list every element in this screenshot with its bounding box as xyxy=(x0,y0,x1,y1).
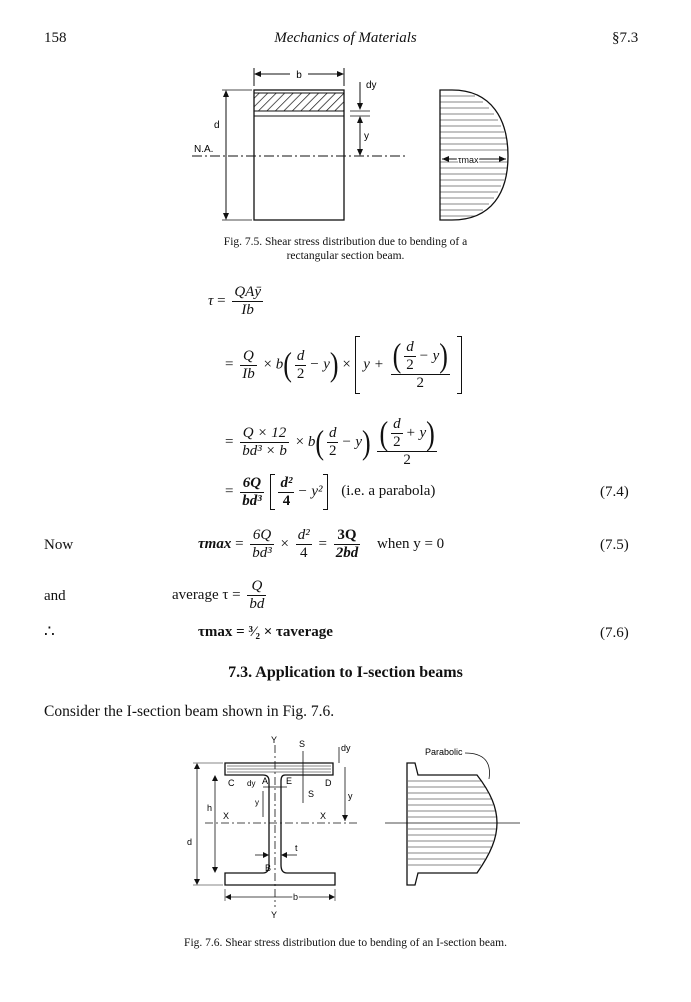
fig76-label-y-top: Y xyxy=(271,735,278,745)
equation-7-6: τmax = ³⁄₂ × τaverage xyxy=(198,624,333,640)
fig76-label-e: E xyxy=(286,776,293,786)
equation-number-7-5: (7.5) xyxy=(600,537,629,553)
page-number: 158 xyxy=(44,30,67,46)
fig76-label-b-point: B xyxy=(265,863,272,873)
fig76-label-y1: y xyxy=(348,791,353,801)
section-ref: §7.3 xyxy=(612,30,639,46)
section-heading: 7.3. Application to I-section beams xyxy=(228,664,463,681)
fig75-label-b: b xyxy=(296,70,302,81)
fig76-label-dy-small: dy xyxy=(247,779,256,788)
i-shear-distribution-curve xyxy=(385,747,520,885)
text-therefore: ∴ xyxy=(44,622,55,641)
book-title: Mechanics of Materials xyxy=(274,30,417,46)
equation-number-7-4: (7.4) xyxy=(600,484,629,500)
shear-distribution-curve xyxy=(440,90,508,220)
figure-7-5 xyxy=(190,60,520,228)
text-and: and xyxy=(44,588,66,604)
equation-step-2: = $\frac{Q \times 12}{\text{bd³ × b}}$ × b( $\frac{d}{2}$ − y) ( $\frac{d}{2}$ + y) 2 xyxy=(225,414,435,468)
fig76-label-s-mid: S xyxy=(308,789,315,799)
fig75-label-y: y xyxy=(364,131,369,142)
fig76-label-c: C xyxy=(228,778,235,788)
fig76-label-dy1: dy xyxy=(341,743,351,753)
fig76-label-s-top: S xyxy=(299,739,306,749)
fig75-label-dy: dy xyxy=(366,80,377,91)
fig76-label-d-point: D xyxy=(325,778,332,788)
equation-7-5: τmax = $\frac{6Q}{\text{bd³}}$ × $\frac{\text{d²}}{4}$ = $\frac{3Q}{2bd}$ when y = 0 xyxy=(198,527,445,561)
fig76-label-y-bottom: Y xyxy=(271,910,278,920)
fig76-label-parabolic: Parabolic xyxy=(425,747,463,757)
equation-step-1: = $\frac{Q}{Ib}$ × b( $\frac{d}{2}$ − y) × y + ( $\frac{d}{2}$ − y) 2 xyxy=(225,336,462,394)
fig-7-6-caption: Fig. 7.6. Shear stress distribution due to bending of an I-section beam. xyxy=(184,937,507,949)
fig75-label-na: N.A. xyxy=(194,144,214,155)
equation-average-tau: average τ = $\frac{Q}{bd}$ xyxy=(172,578,265,612)
fig76-label-t: t xyxy=(295,843,298,853)
fig75-label-tau-max: τmax xyxy=(458,155,479,165)
fig-7-5-caption: Fig. 7.5. Shear stress distribution due to bending of a rectangular section beam. xyxy=(223,236,468,262)
section-intro: Consider the I-section beam shown in Fig. 7.6. xyxy=(44,703,335,720)
fig75-label-d: d xyxy=(214,120,220,131)
text-now: Now xyxy=(44,537,74,553)
fig76-label-y-small: y xyxy=(255,798,259,807)
fig76-label-d: d xyxy=(187,837,193,847)
fig76-label-h: h xyxy=(207,803,213,813)
figure-7-6 xyxy=(175,733,525,923)
fig76-label-x-right: X xyxy=(320,811,327,821)
equation-number-7-6: (7.6) xyxy=(600,625,629,641)
i-section xyxy=(225,763,335,885)
fig76-label-x-left: X xyxy=(223,811,230,821)
hatched-strip xyxy=(254,93,344,111)
fig76-label-a: A xyxy=(262,776,269,786)
equation-tau-definition: τ = $\frac{\text{QAȳ}}{Ib}$ xyxy=(208,284,261,318)
equation-7-4: = $\frac{6Q}{\text{bd³}}$ $\frac{\text{d²}}{4}$ − y² (i.e. a parabola) xyxy=(225,474,436,509)
fig76-label-b: b xyxy=(293,892,299,902)
